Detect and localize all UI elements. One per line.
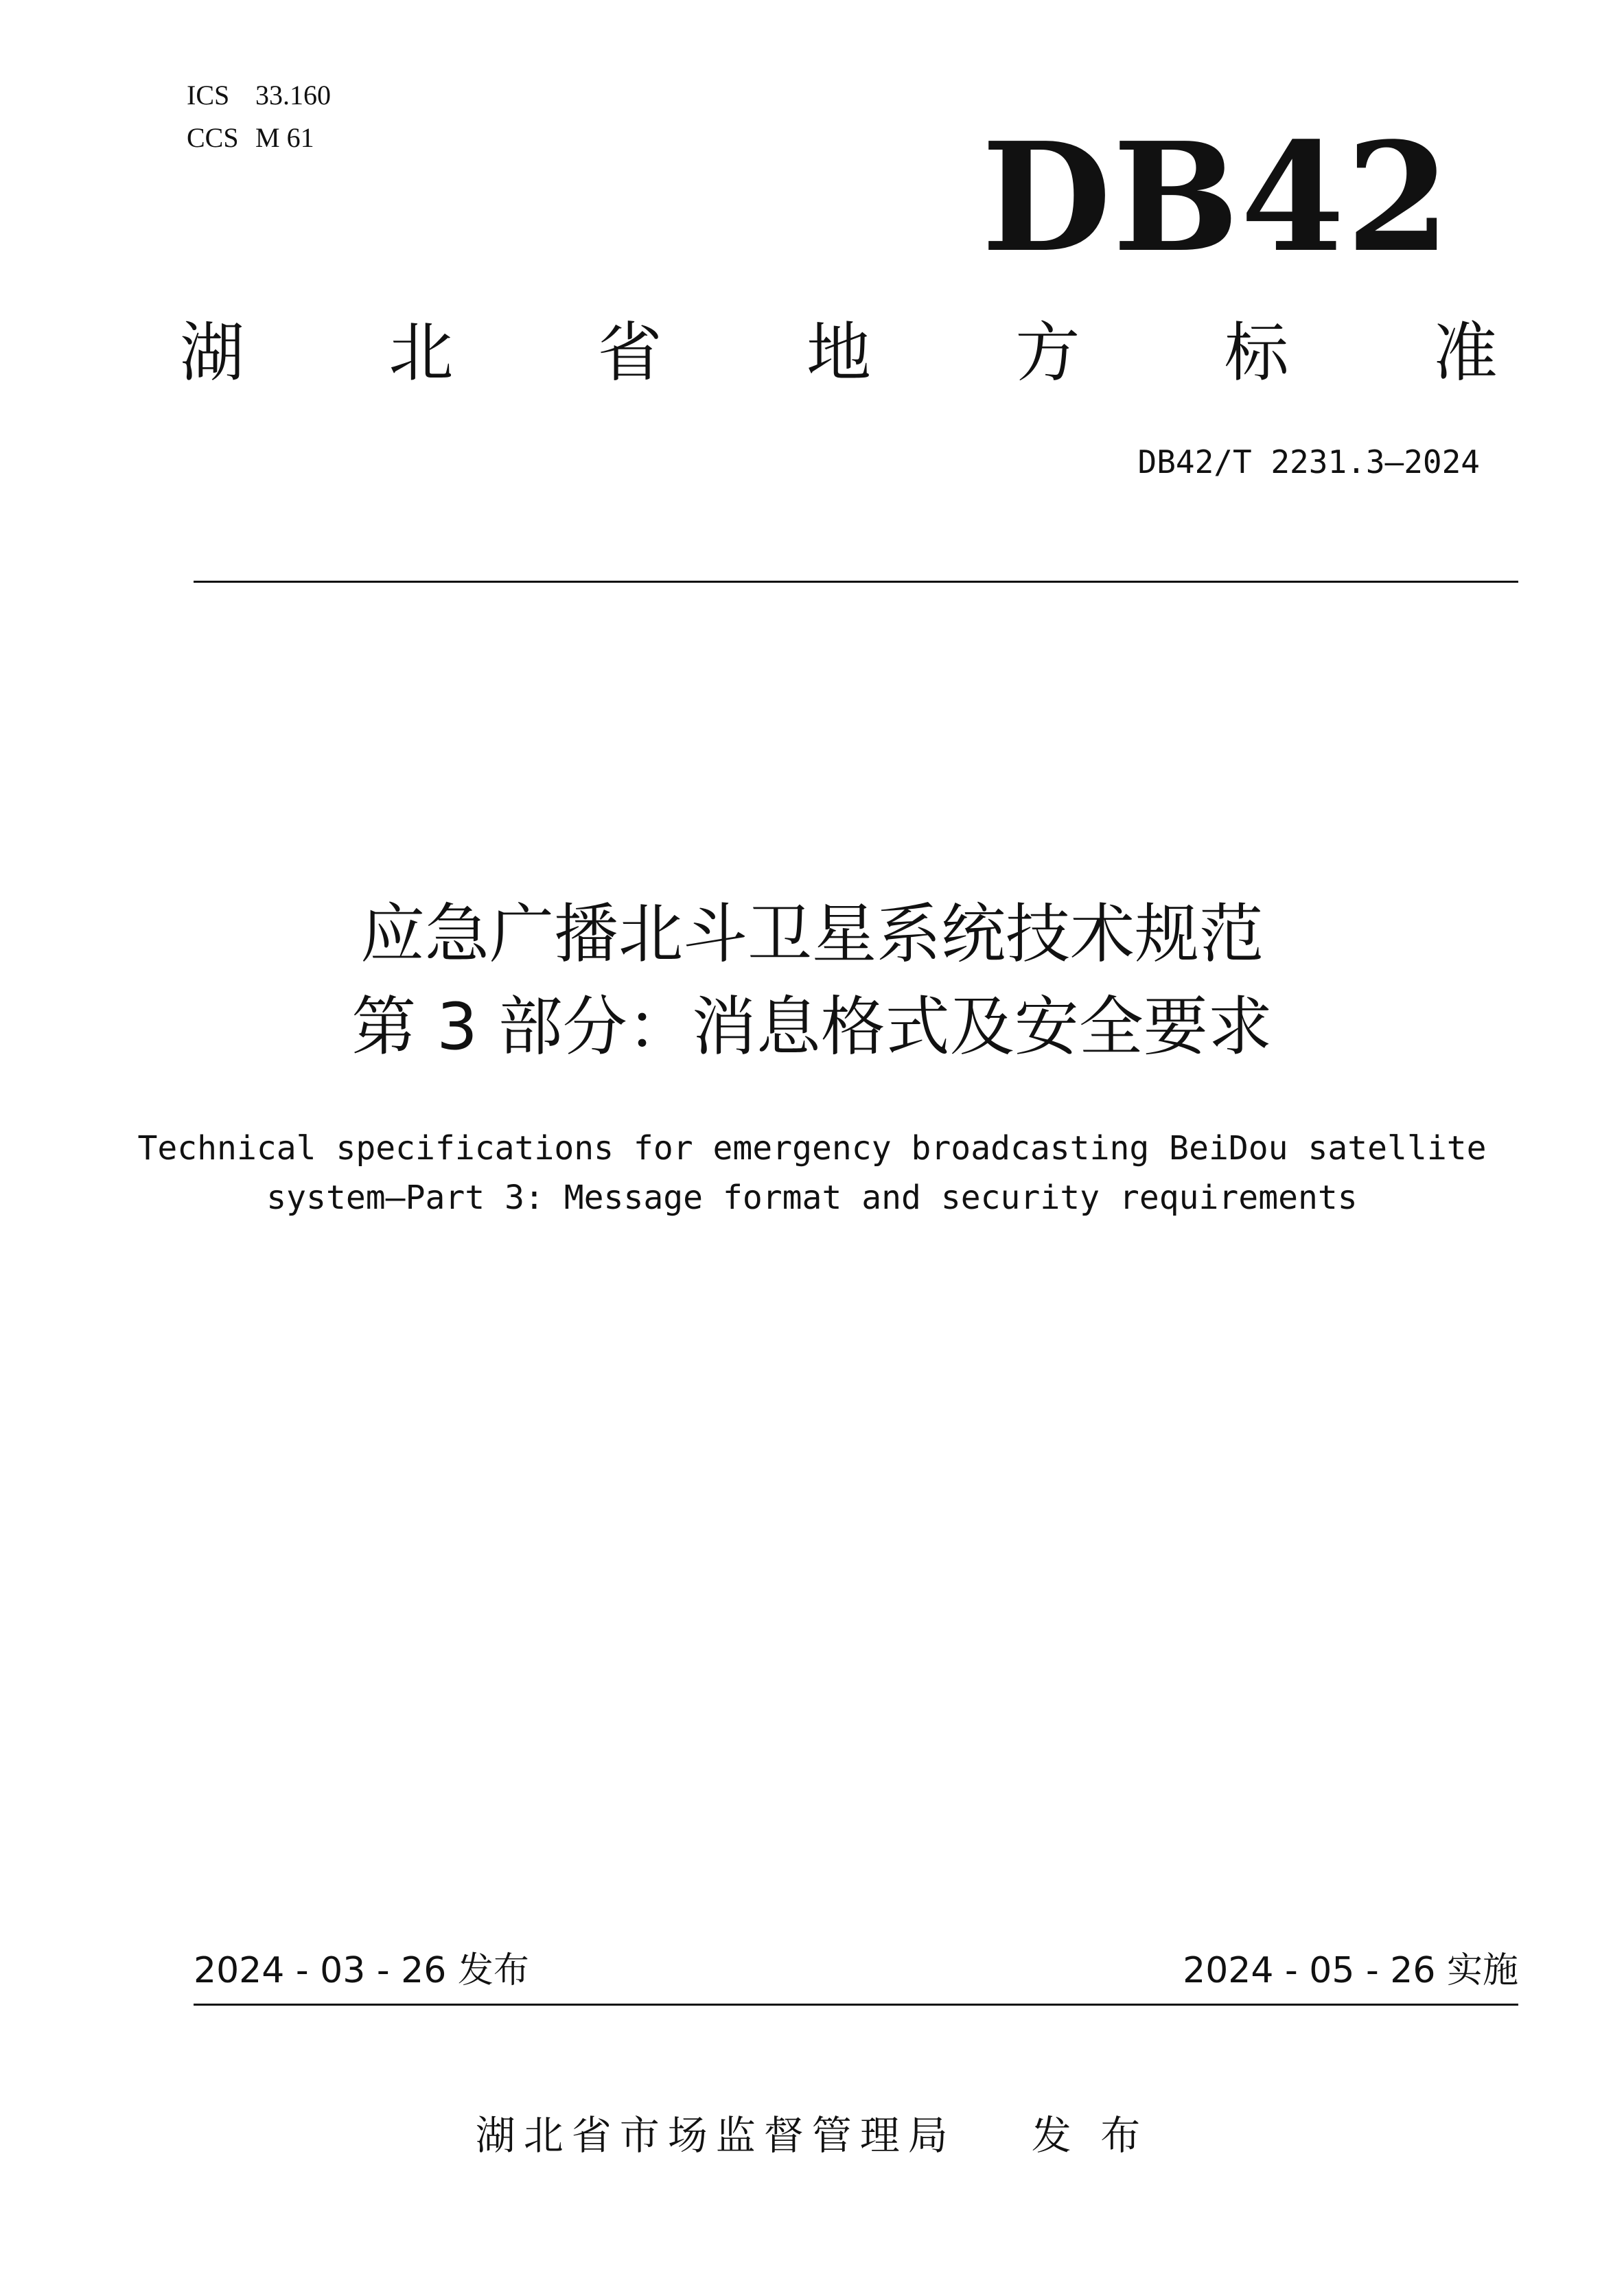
ics-label: ICS xyxy=(187,80,230,111)
chinese-title-line-2: 第 3 部分：消息格式及安全要求 xyxy=(351,990,1273,1065)
ccs-code xyxy=(187,117,331,159)
standard-type-char: 地 xyxy=(806,316,871,391)
issuer-line xyxy=(0,2104,1624,2166)
standard-number: DB42/T 2231.3—2024 xyxy=(1137,443,1480,480)
chinese-title-line-1: 应急广播北斗卫星系统技术规范 xyxy=(360,897,1264,972)
standard-type-char: 湖 xyxy=(180,316,245,391)
ics-code xyxy=(187,74,331,117)
standard-type-char: 北 xyxy=(388,316,454,391)
standard-type-char: 省 xyxy=(597,316,662,391)
ccs-value: M 61 xyxy=(255,122,314,153)
standard-type-char: 准 xyxy=(1432,316,1498,391)
standard-type-char: 方 xyxy=(1015,316,1080,391)
issuer-name: 湖北省市场监督管理局 xyxy=(475,2112,956,2159)
ccs-label: CCS xyxy=(187,122,239,153)
ics-value: 33.160 xyxy=(255,80,331,111)
standard-type-char: 标 xyxy=(1224,316,1289,391)
db42-logo: DB42 xyxy=(982,110,1452,286)
top-divider xyxy=(194,581,1518,583)
bottom-divider xyxy=(194,2004,1518,2006)
implementation-date: 2024 - 05 - 26 实施 xyxy=(1183,1950,1518,1991)
issuer-action: 发 布 xyxy=(1031,2112,1149,2159)
english-title-line-1: Technical specifications for emergency broadcasting BeiDou satellite xyxy=(137,1129,1487,1168)
standard-type-heading xyxy=(180,312,1498,395)
english-title-line-2: system—Part 3: Message format and security requirements xyxy=(266,1179,1358,1217)
issue-date: 2024 - 03 - 26 发布 xyxy=(194,1950,529,1991)
classification-codes xyxy=(187,74,331,159)
